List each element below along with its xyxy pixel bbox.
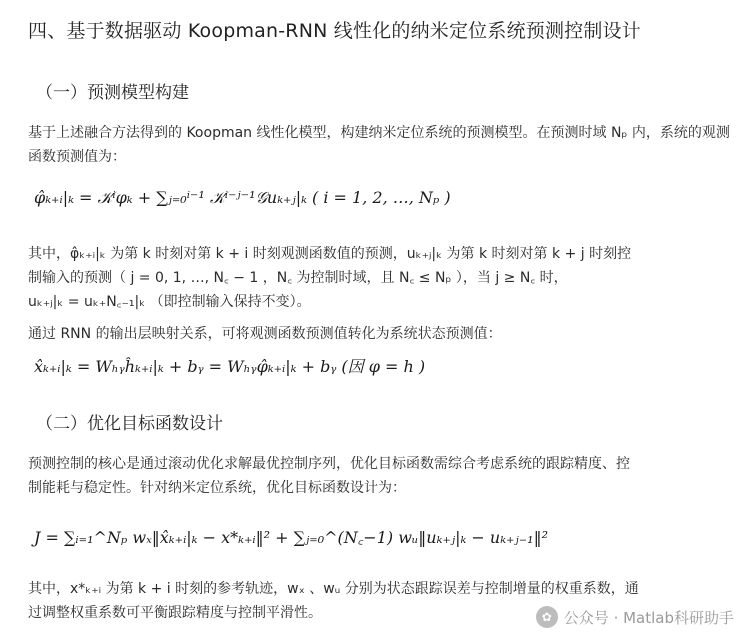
section-2-paragraph-2a: 其中，x*ₖ₊ᵢ 为第 k + i 时刻的参考轨迹，wₓ 、wᵤ 分别为状态跟踪误差与控制增量的权重系数，通 bbox=[28, 581, 639, 597]
watermark-text: 公众号 · Matlab科研助手 bbox=[563, 608, 734, 627]
section-1-paragraph-2b: 制输入的预测（ j = 0, 1, …, N꜀ − 1 ，N꜀ 为控制时域，且 N꜀ ≤ Nₚ ），当 j ≥ N꜀ 时， bbox=[28, 270, 568, 286]
section-2-paragraph-2b: 过调整权重系数可平衡跟踪精度与控制平滑性。 bbox=[28, 605, 322, 621]
section-1-paragraph-1: 基于上述融合方法得到的 Koopman 线性化模型，构建纳米定位系统的预测模型。在预测时域 Nₚ 内，系统的观测函数预测值为： bbox=[28, 125, 730, 165]
section-1-heading: （一）预测模型构建 bbox=[36, 83, 189, 103]
equation-state-prediction: x̂ₖ₊ᵢ|ₖ = Wₕᵧĥₖ₊ᵢ|ₖ + bᵧ = Wₕᵧφ̂ₖ₊ᵢ|ₖ + bᵧ (因 φ = h ) bbox=[34, 357, 426, 376]
section-2-heading: （二）优化目标函数设计 bbox=[36, 414, 223, 434]
section-1-paragraph-2c: uₖ₊ⱼ|ₖ = uₖ₊N꜀₋₁|ₖ （即控制输入保持不变）。 bbox=[28, 294, 311, 310]
section-1-paragraph-2a: 其中，φ̂ₖ₊ᵢ|ₖ 为第 k 时刻对第 k + i 时刻观测函数值的预测，uₖ₊ⱼ|ₖ 为第 k 时刻对第 k + j 时刻控 bbox=[28, 246, 632, 262]
section-2-paragraph-1a: 预测控制的核心是通过滚动优化求解最优控制序列，优化目标函数需综合考虑系统的跟踪精度、控 bbox=[28, 456, 630, 472]
section-1-paragraph-3: 通过 RNN 的输出层映射关系，可将观测函数预测值转化为系统状态预测值： bbox=[28, 326, 502, 342]
equation-objective-function: J = ∑ᵢ₌₁^Nₚ wₓ‖x̂ₖ₊ᵢ|ₖ − x*ₖ₊ᵢ‖² + ∑ⱼ₌₀^(N꜀−1) wᵤ‖uₖ₊ⱼ|ₖ − uₖ₊ⱼ₋₁‖² bbox=[34, 528, 548, 547]
section-2-paragraph-1b: 制能耗与稳定性。针对纳米定位系统，优化目标函数设计为： bbox=[28, 480, 406, 496]
wechat-icon: ✿ bbox=[536, 606, 558, 628]
page-title: 四、基于数据驱动 Koopman-RNN 线性化的纳米定位系统预测控制设计 bbox=[28, 20, 641, 42]
watermark bbox=[536, 606, 734, 628]
equation-observation-prediction: φ̂ₖ₊ᵢ|ₖ = 𝒦ⁱφₖ + ∑ⱼ₌₀ⁱ⁻¹ 𝒦ⁱ⁻ʲ⁻¹𝒢uₖ₊ⱼ|ₖ ( i = 1, 2, …, Nₚ ) bbox=[34, 188, 451, 207]
